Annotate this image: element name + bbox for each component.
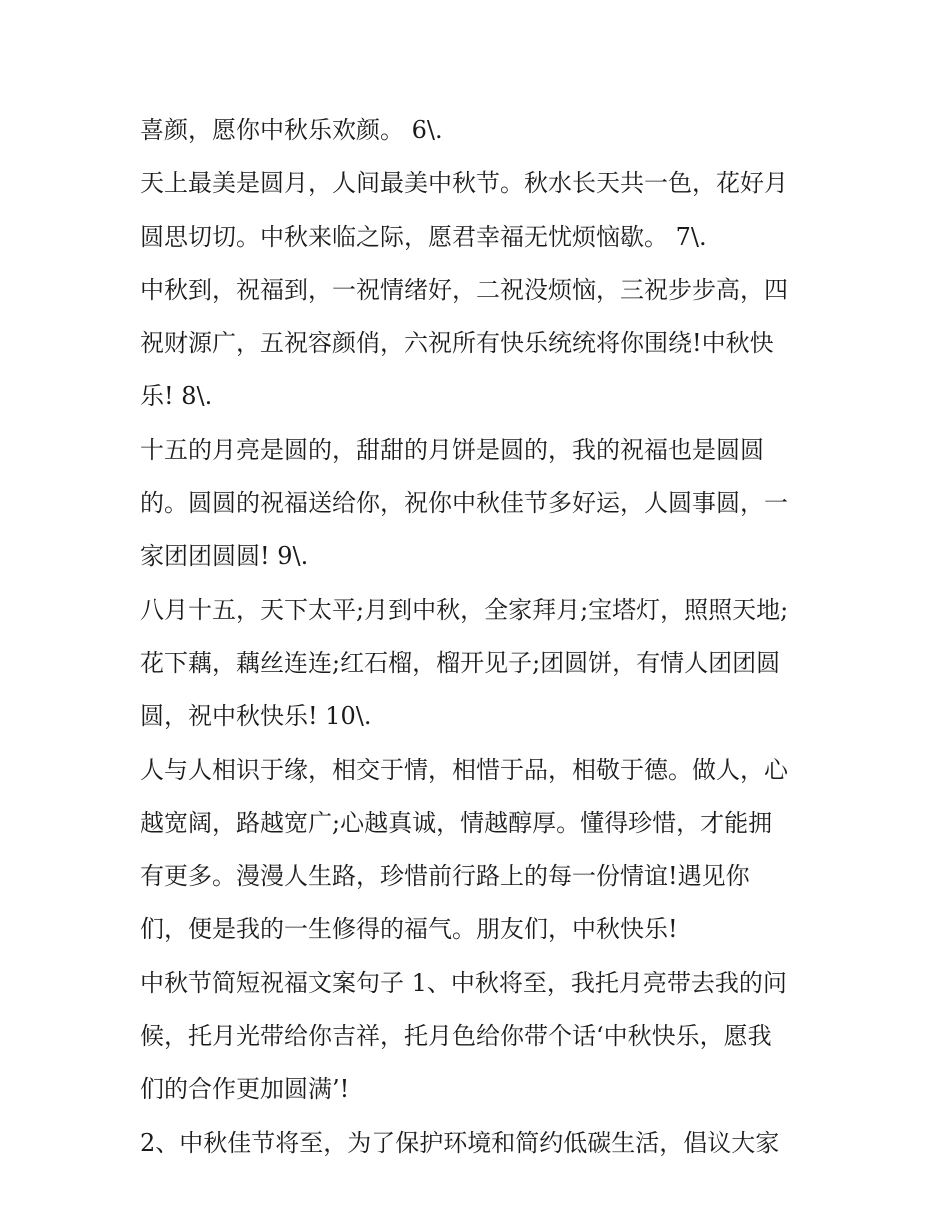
document-body [140, 104, 820, 1170]
text-line: 乐! 8\. [140, 382, 213, 411]
text-line: 的。圆圆的祝福送给你，祝你中秋佳节多好运，人圆事圆，一 [140, 489, 788, 518]
text-line: 十五的月亮是圆的，甜甜的月饼是圆的，我的祝福也是圆圆 [140, 435, 764, 464]
text-line: 圆思切切。中秋来临之际，愿君幸福无忧烦恼歇。 7\. [140, 222, 707, 251]
text-line: 候，托月光带给你吉祥，托月色给你带个话‘中秋快乐，愿我 [140, 1022, 772, 1051]
text-line: 中秋节简短祝福文案句子 1、中秋将至，我托月亮带去我的问 [140, 968, 787, 997]
text-line: 花下藕，藕丝连连;红石榴，榴开见子;团圆饼，有情人团团圆 [140, 648, 781, 677]
text-line: 天上最美是圆月，人间最美中秋节。秋水长天共一色，花好月 [140, 169, 788, 198]
text-line: 中秋到，祝福到，一祝情绪好，二祝没烦恼，三祝步步高，四 [140, 275, 788, 304]
text-line: 圆，祝中秋快乐! 10\. [140, 702, 372, 731]
text-line: 祝财源广，五祝容颜俏，六祝所有快乐统统将你围绕!中秋快 [140, 329, 774, 358]
text-line: 越宽阔，路越宽广;心越真诚，情越醇厚。懂得珍惜，才能拥 [140, 808, 773, 837]
text-line: 家团团圆圆! 9\. [140, 542, 309, 571]
text-line: 们，便是我的一生修得的福气。朋友们，中秋快乐! [140, 915, 678, 944]
text-line: 八月十五，天下太平;月到中秋，全家拜月;宝塔灯，照照天地; [140, 595, 789, 624]
text-line: 喜颜，愿你中秋乐欢颜。 6\. [140, 116, 443, 144]
text-line: 2、中秋佳节将至，为了保护环境和简约低碳生活，倡议大家 [140, 1128, 780, 1157]
text-line: 有更多。漫漫人生路，珍惜前行路上的每一份情谊!遇见你 [140, 862, 750, 891]
text-line: 人与人相识于缘，相交于情，相惜于品，相敬于德。做人，心 [140, 755, 788, 784]
text-line: 们的合作更加圆满’! [140, 1075, 350, 1104]
